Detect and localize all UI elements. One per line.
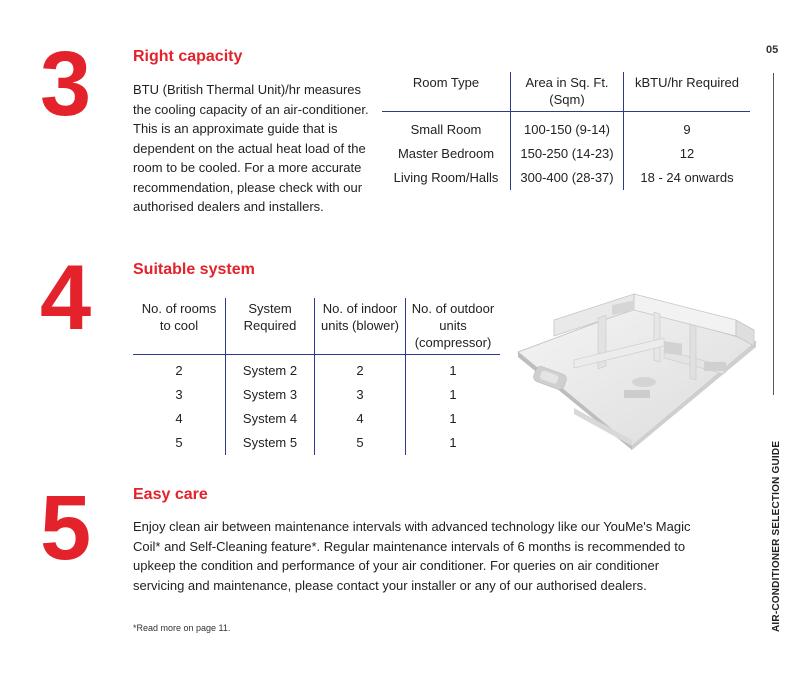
- table-cell: 18 - 24 onwards: [640, 170, 734, 185]
- table-row: [133, 407, 500, 431]
- system-header-system: System Required: [226, 298, 315, 355]
- section-4-title: Suitable system: [133, 261, 255, 278]
- section-5-body: Enjoy clean air between maintenance intervals with advanced technology like our YouMe's Magic Coil* and Self-Cleaning feature*. Regular maintenance intervals of 6 months is recommended to upkeep the condition and performance of your air conditioner. For queries on air conditioner servicing and maintenance, please contact your installer or any of our authorised dealers.: [133, 519, 691, 593]
- section-5-number: 5: [40, 477, 92, 579]
- table-row: [133, 431, 500, 455]
- table-cell: 3: [315, 383, 406, 407]
- capacity-header-area: Area in Sq. Ft. (Sqm): [511, 72, 624, 112]
- table-row: [133, 355, 500, 384]
- table-cell: System 2: [226, 355, 315, 384]
- section-4-number: 4: [40, 247, 92, 349]
- table-cell: 12: [679, 146, 695, 161]
- table-cell: 150-250 (14-23): [511, 142, 624, 166]
- table-cell: 2: [133, 355, 226, 384]
- table-row: [133, 383, 500, 407]
- capacity-table: [382, 72, 750, 190]
- page-number: 05: [766, 44, 779, 56]
- table-cell: Small Room: [382, 112, 511, 143]
- section-3-number: 3: [40, 33, 92, 135]
- footnote: *Read more on page 11.: [133, 623, 231, 633]
- section-5-title: Easy care: [133, 486, 208, 503]
- table-cell: 100-150 (9-14): [511, 112, 624, 143]
- system-header-indoor: No. of indoor units (blower): [315, 298, 406, 355]
- system-header-outdoor: No. of outdoor units (compressor): [406, 298, 501, 355]
- table-cell: System 3: [226, 383, 315, 407]
- table-cell: 5: [315, 431, 406, 455]
- table-row: [382, 166, 750, 190]
- table-cell: 4: [133, 407, 226, 431]
- table-cell: System 4: [226, 407, 315, 431]
- section-3-body: BTU (British Thermal Unit)/hr measures the cooling capacity of an air-conditioner. This is an approximate guide that is dependent on the actual heat load of the room to be cooled. For a more accurate recommendation, please check with our authorised dealers and installers.: [133, 82, 369, 214]
- table-cell: 1: [449, 387, 457, 402]
- house-floorplan-illustration: [514, 290, 760, 450]
- table-cell: 2: [315, 355, 406, 384]
- capacity-header-room-type: Room Type: [382, 72, 511, 112]
- system-header-rooms: No. of rooms to cool: [133, 298, 226, 355]
- table-cell: 5: [133, 431, 226, 455]
- table-cell: 1: [449, 363, 457, 378]
- table-cell: 1: [449, 411, 457, 426]
- table-cell: Master Bedroom: [382, 142, 511, 166]
- table-cell: 3: [133, 383, 226, 407]
- side-divider: [773, 73, 774, 395]
- section-3-title: Right capacity: [133, 48, 243, 65]
- table-cell: Living Room/Halls: [382, 166, 511, 190]
- table-cell: System 5: [226, 431, 315, 455]
- capacity-header-kbtu: kBTU/hr Required: [624, 72, 751, 112]
- side-title: AIR-CONDITIONER SELECTION GUIDE: [771, 440, 782, 632]
- table-cell: 1: [449, 435, 457, 450]
- table-row: [382, 142, 750, 166]
- system-table: [133, 298, 500, 455]
- table-cell: 300-400 (28-37): [511, 166, 624, 190]
- table-row: [382, 112, 750, 143]
- table-cell: 4: [315, 407, 406, 431]
- table-cell: 9: [683, 122, 691, 137]
